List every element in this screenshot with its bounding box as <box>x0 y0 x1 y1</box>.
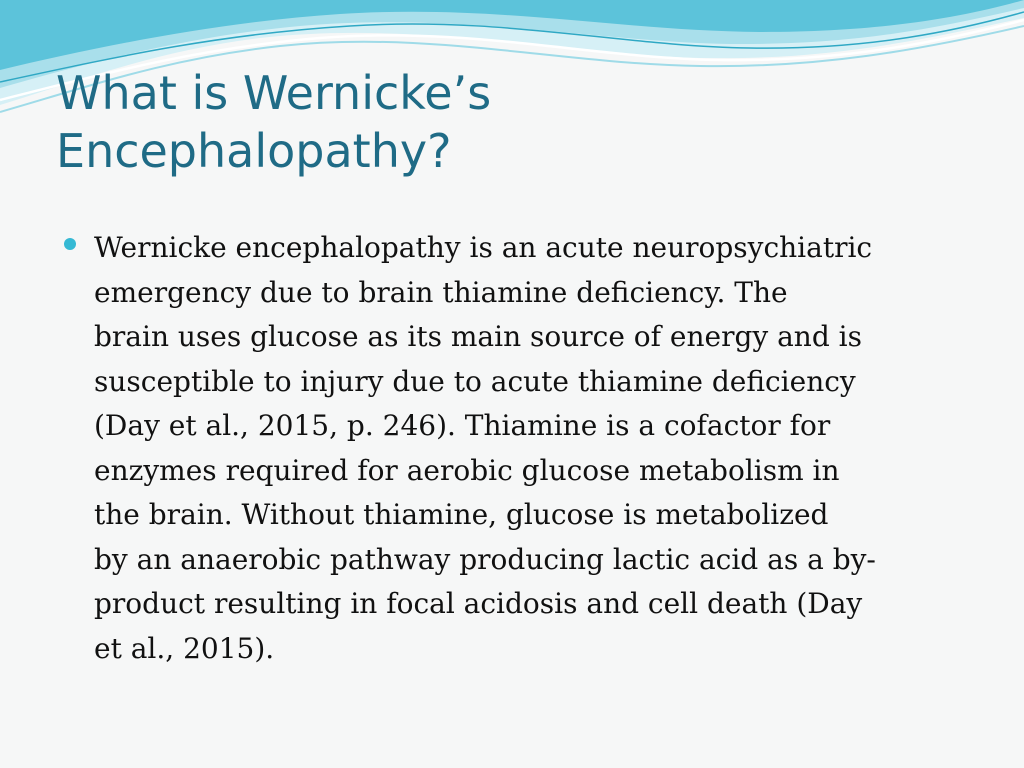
bullet-line: brain uses glucose as its main source of energy and is <box>94 320 862 353</box>
slide-body <box>60 226 970 671</box>
bullet-line: susceptible to injury due to acute thiamine deficiency <box>94 364 856 398</box>
bullet-line: et al., 2015). <box>94 631 275 665</box>
bullet-icon <box>64 238 76 250</box>
slide-title-line: Encephalopathy? <box>56 124 452 178</box>
bullet-line: emergency due to brain thiamine deficiency. The <box>94 275 788 309</box>
slide-title <box>56 64 956 180</box>
bullet-line: Wernicke encephalopathy is an acute neuropsychiatric <box>94 231 873 264</box>
bullet-line: product resulting in focal acidosis and cell death (Day <box>94 587 863 620</box>
bullet-line: (Day et al., 2015, p. 246). Thiamine is a cofactor for <box>94 409 831 442</box>
bullet-line: the brain. Without thiamine, glucose is metabolized <box>94 498 829 531</box>
bullet-text <box>94 226 970 671</box>
slide-title-line: What is Wernicke’s <box>56 66 492 120</box>
bullet-line: enzymes required for aerobic glucose metabolism in <box>94 453 840 487</box>
bullet-line: by an anaerobic pathway producing lactic acid as a by- <box>94 542 876 576</box>
bullet-item <box>60 226 970 671</box>
